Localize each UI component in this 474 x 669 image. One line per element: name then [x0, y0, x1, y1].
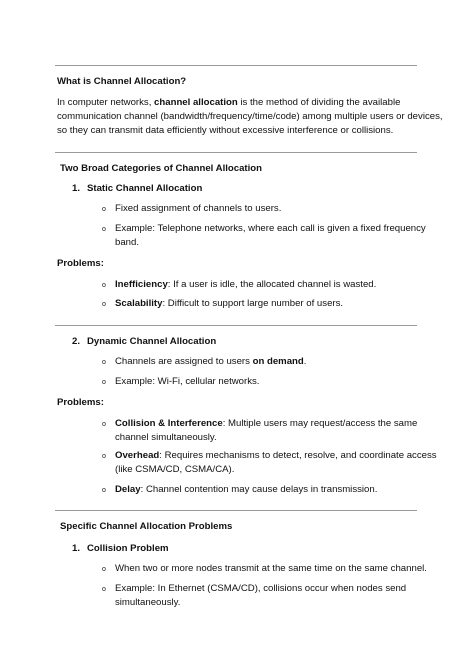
list-item: Scalability: Difficult to support large number of users.	[115, 298, 344, 309]
list-item: Example: Wi-Fi, cellular networks.	[115, 376, 260, 387]
subsection-heading: Dynamic Channel Allocation	[87, 336, 217, 347]
list-number: 1.	[72, 543, 81, 554]
horizontal-rule	[55, 510, 417, 511]
section-heading: Specific Channel Allocation Problems	[60, 521, 233, 532]
list-item: Delay: Channel contention may cause delays in transmission.	[115, 484, 378, 495]
list-item-continuation: simultaneously.	[115, 597, 181, 608]
bullet-marker: o	[102, 566, 106, 573]
list-item: Inefficiency: If a user is idle, the allocated channel is wasted.	[115, 279, 377, 290]
list-number: 1.	[72, 183, 81, 194]
paragraph-line: In computer networks, channel allocation is the method of dividing the available	[57, 97, 401, 108]
problems-label: Problems:	[57, 258, 104, 269]
bullet-marker: o	[102, 586, 106, 593]
list-item: Example: Telephone networks, where each call is given a fixed frequency	[115, 223, 426, 234]
bullet-marker: o	[102, 487, 106, 494]
horizontal-rule	[55, 65, 417, 66]
list-item-continuation: channel simultaneously.	[115, 432, 217, 443]
bullet-marker: o	[102, 282, 106, 289]
bullet-marker: o	[102, 453, 106, 460]
problems-label: Problems:	[57, 397, 104, 408]
bullet-marker: o	[102, 226, 106, 233]
bullet-marker: o	[102, 421, 106, 428]
section-heading: Two Broad Categories of Channel Allocation	[60, 163, 263, 174]
subsection-heading: Collision Problem	[87, 543, 169, 554]
horizontal-rule	[55, 325, 417, 326]
list-item: Example: In Ethernet (CSMA/CD), collisions occur when nodes send	[115, 583, 407, 594]
section-heading: What is Channel Allocation?	[57, 76, 187, 87]
bullet-marker: o	[102, 379, 106, 386]
paragraph-line: communication channel (bandwidth/frequency/time/code) among multiple users or devices,	[57, 111, 443, 122]
subsection-heading: Static Channel Allocation	[87, 183, 203, 194]
bullet-marker: o	[102, 206, 106, 213]
paragraph-line: so they can transmit data efficiently without excessive interference or collisions.	[57, 125, 394, 136]
list-item-continuation: (like CSMA/CD, CSMA/CA).	[115, 464, 235, 475]
list-item: Fixed assignment of channels to users.	[115, 203, 282, 214]
bullet-marker: o	[102, 301, 106, 308]
list-item: Collision & Interference: Multiple users may request/access the same	[115, 418, 418, 429]
horizontal-rule	[55, 152, 417, 153]
list-item-continuation: band.	[115, 237, 140, 248]
bullet-marker: o	[102, 359, 106, 366]
list-item: When two or more nodes transmit at the same time on the same channel.	[115, 563, 427, 574]
list-item: Channels are assigned to users on demand.	[115, 356, 307, 367]
list-item: Overhead: Requires mechanisms to detect, resolve, and coordinate access	[115, 450, 437, 461]
list-number: 2.	[72, 336, 81, 347]
